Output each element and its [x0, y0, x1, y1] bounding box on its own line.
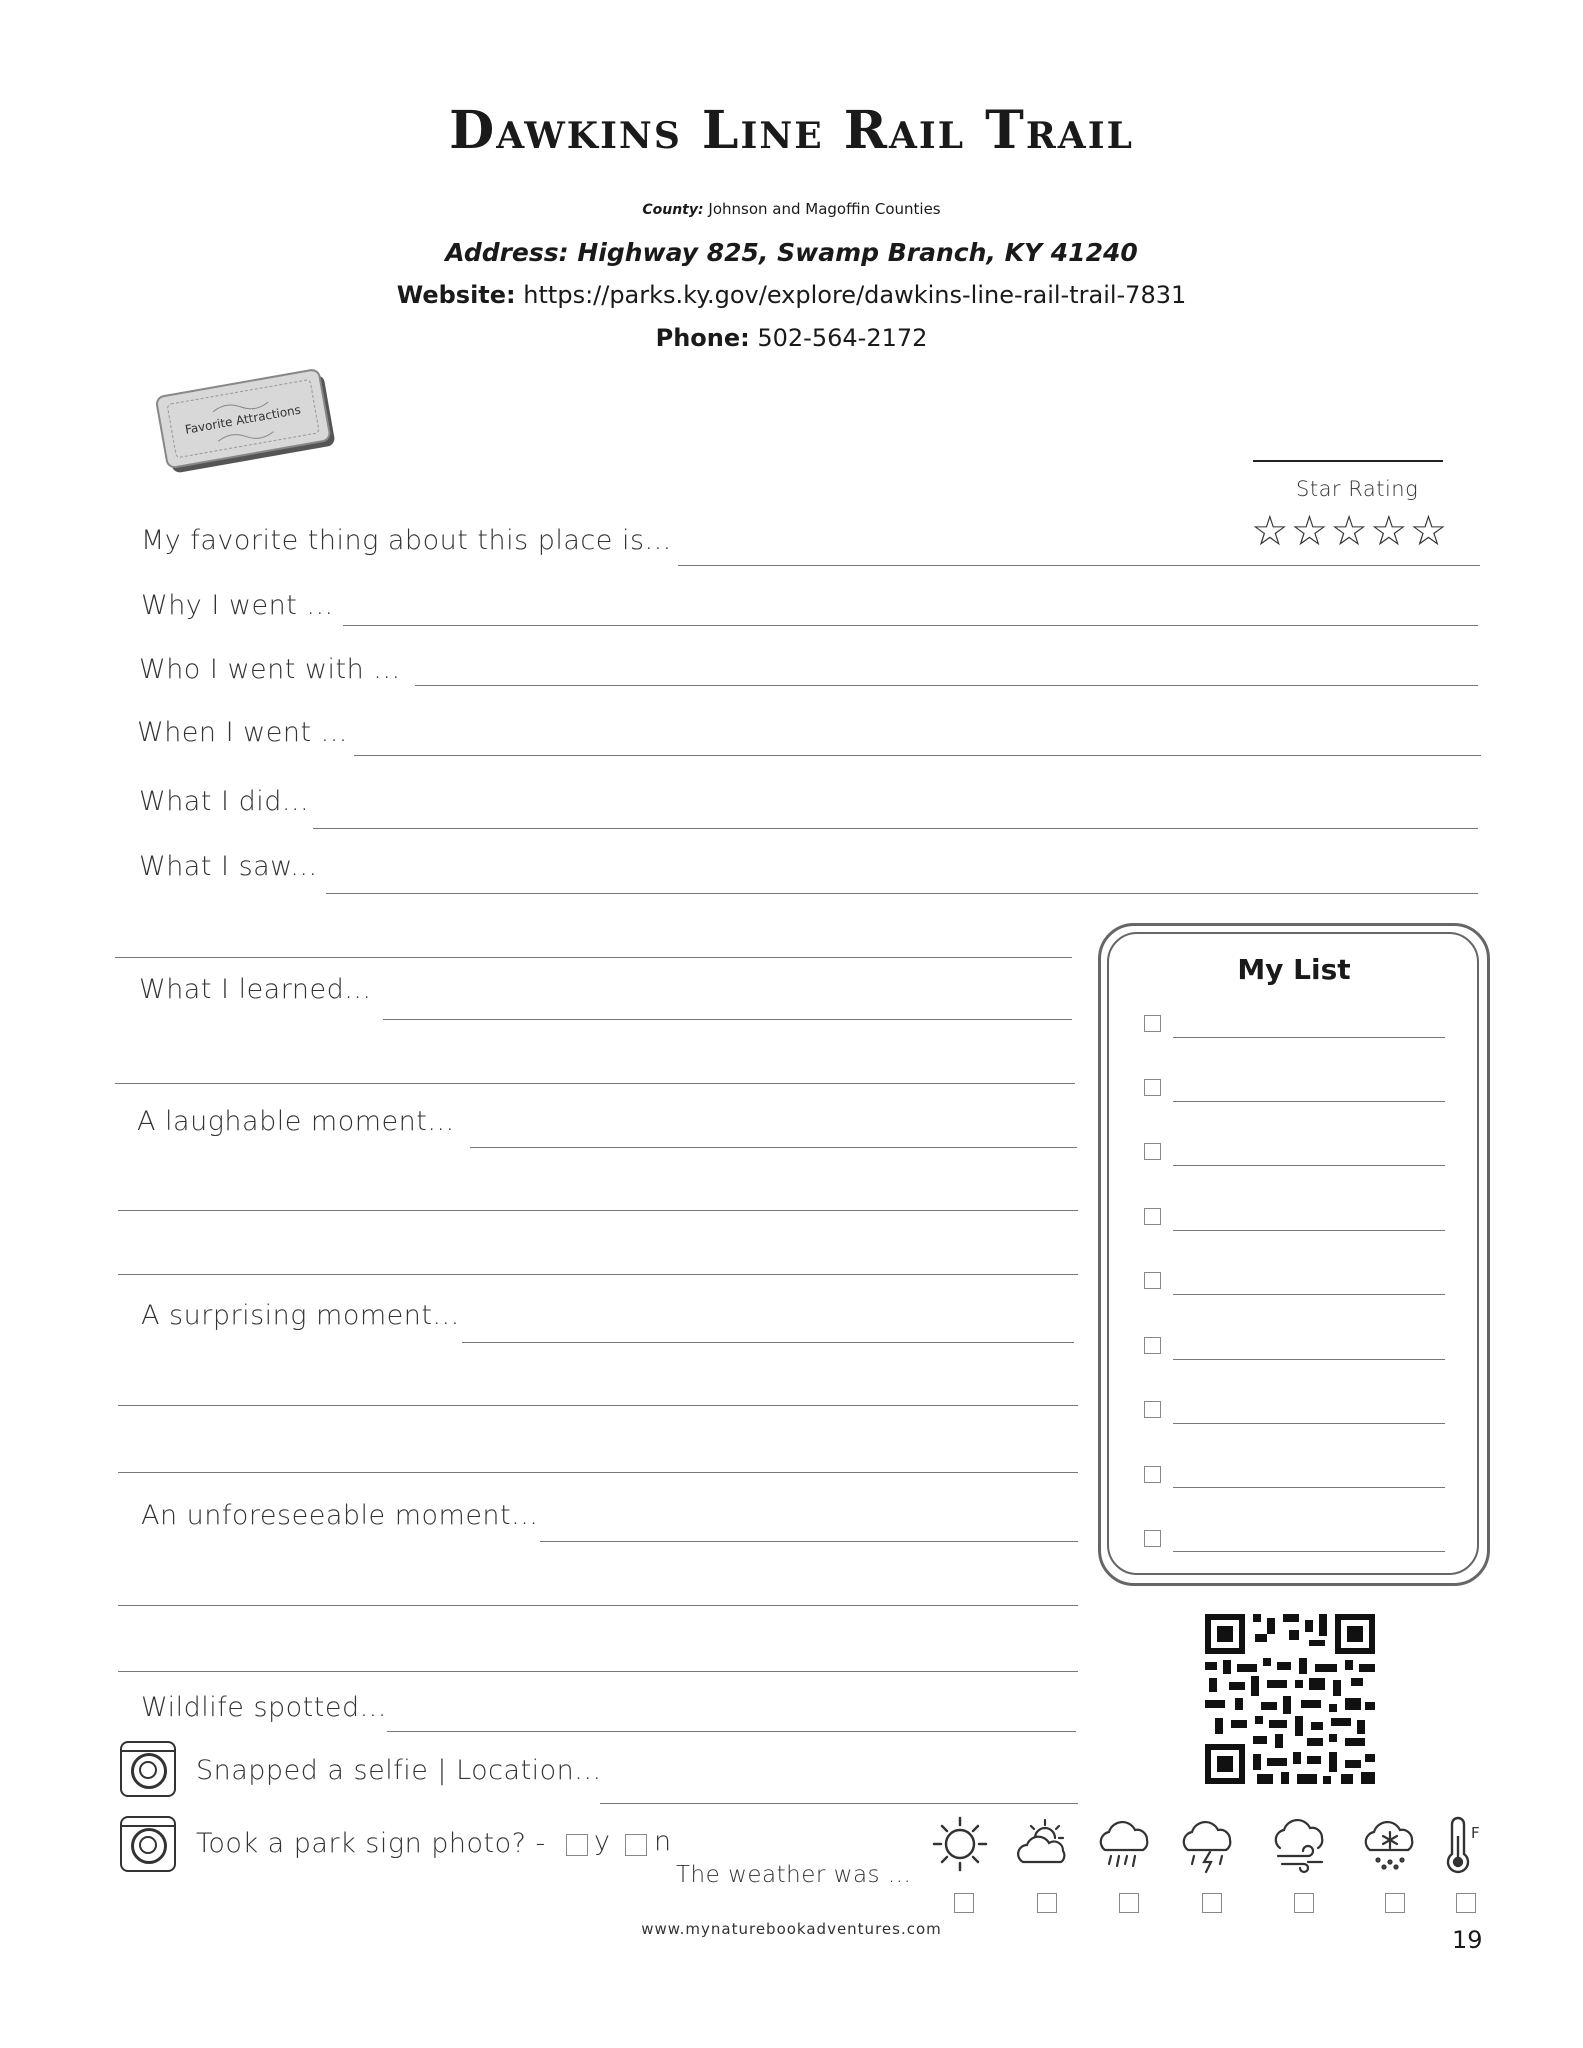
weather-snow-checkbox[interactable]: [1385, 1893, 1405, 1913]
laughable-answer-line[interactable]: [470, 1147, 1077, 1148]
prompt-surprising: A surprising moment...: [141, 1300, 460, 1331]
prompt-saw: What I saw...: [139, 851, 318, 882]
list-item-checkbox[interactable]: [1144, 1143, 1161, 1160]
list-item-checkbox[interactable]: [1144, 1466, 1161, 1483]
prompt-laughable: A laughable moment...: [137, 1106, 455, 1137]
county-line: [0, 200, 1583, 218]
prompt-sign-photo: Took a park sign photo? -: [196, 1828, 546, 1859]
star-rating-label: Star Rating: [1296, 477, 1419, 501]
phone-value: 502-564-2172: [757, 324, 928, 352]
laughable-answer-line-2[interactable]: [118, 1210, 1078, 1211]
page-title: Dawkins Line Rail Trail: [449, 100, 1134, 161]
favorite-attractions-ticket: [155, 358, 340, 483]
prompt-when: When I went ...: [137, 717, 348, 748]
selfie-location-line[interactable]: [600, 1803, 1078, 1804]
website-line: [0, 281, 1583, 309]
why-answer-line[interactable]: [343, 625, 1478, 626]
camera-icon: [120, 1741, 176, 1797]
thunderstorm-icon: [1178, 1814, 1238, 1874]
weather-sunny-checkbox[interactable]: [954, 1893, 974, 1913]
saw-answer-line[interactable]: [326, 893, 1478, 894]
surprising-answer-line[interactable]: [462, 1342, 1074, 1343]
my-list-title: My List: [1237, 953, 1351, 986]
list-item-line[interactable]: [1173, 1101, 1445, 1102]
list-item-line[interactable]: [1173, 1487, 1445, 1488]
snow-icon: [1360, 1814, 1420, 1874]
county-value: Johnson and Magoffin Counties: [708, 200, 941, 218]
prompt-favorite: My favorite thing about this place is...: [141, 525, 672, 556]
list-item-checkbox[interactable]: [1144, 1079, 1161, 1096]
prompt-learned: What I learned...: [139, 974, 372, 1005]
unforeseeable-answer-line-2[interactable]: [118, 1605, 1078, 1606]
weather-thermometer-checkbox[interactable]: [1456, 1893, 1476, 1913]
unforeseeable-answer-line-3[interactable]: [118, 1671, 1078, 1672]
county-label: County:: [642, 202, 704, 218]
sunny-icon: [930, 1814, 990, 1874]
my-list-box-inner: [1107, 932, 1479, 1575]
ticket-text: Favorite Attractions: [183, 402, 302, 437]
rain-icon: [1095, 1814, 1155, 1874]
sign-photo-yes-checkbox[interactable]: [566, 1834, 588, 1856]
no-label: n: [654, 1826, 672, 1857]
weather-partly-cloudy-checkbox[interactable]: [1037, 1893, 1057, 1913]
list-item-checkbox[interactable]: [1144, 1015, 1161, 1032]
prompt-who: Who I went with ...: [139, 654, 401, 685]
did-answer-line[interactable]: [313, 828, 1478, 829]
camera-icon: [120, 1816, 176, 1872]
surprising-answer-line-2[interactable]: [118, 1405, 1078, 1406]
rating-underline: [1253, 460, 1443, 462]
list-item-line[interactable]: [1173, 1551, 1445, 1552]
prompt-unforeseeable: An unforeseeable moment...: [141, 1500, 539, 1531]
unforeseeable-answer-line[interactable]: [540, 1541, 1078, 1542]
list-item-checkbox[interactable]: [1144, 1272, 1161, 1289]
thermometer-unit: F: [1471, 1824, 1480, 1842]
prompt-did: What I did...: [139, 786, 310, 817]
learned-answer-line-2[interactable]: [115, 1083, 1075, 1084]
list-item-line[interactable]: [1173, 1230, 1445, 1231]
list-item-checkbox[interactable]: [1144, 1208, 1161, 1225]
list-item-checkbox[interactable]: [1144, 1337, 1161, 1354]
prompt-why: Why I went ...: [141, 590, 334, 621]
weather-windy-checkbox[interactable]: [1294, 1893, 1314, 1913]
list-item-line[interactable]: [1173, 1037, 1445, 1038]
favorite-answer-line[interactable]: [678, 565, 1480, 566]
learned-answer-line[interactable]: [383, 1019, 1072, 1020]
list-item-line[interactable]: [1173, 1359, 1445, 1360]
weather-rain-checkbox[interactable]: [1119, 1893, 1139, 1913]
list-item-line[interactable]: [1173, 1294, 1445, 1295]
prompt-selfie: Snapped a selfie | Location...: [196, 1755, 602, 1786]
windy-icon: [1270, 1814, 1330, 1874]
phone-line: [0, 324, 1583, 352]
prompt-wildlife: Wildlife spotted...: [141, 1692, 387, 1723]
list-item-checkbox[interactable]: [1144, 1530, 1161, 1547]
page-number: 19: [1452, 1926, 1483, 1954]
star-rating[interactable]: ☆☆☆☆☆: [1251, 506, 1450, 555]
sign-photo-no-checkbox[interactable]: [625, 1834, 647, 1856]
website-label: Website:: [396, 281, 516, 309]
wildlife-answer-line[interactable]: [387, 1731, 1076, 1732]
who-answer-line[interactable]: [415, 685, 1478, 686]
address: Address: Highway 825, Swamp Branch, KY 41240: [445, 238, 1138, 267]
list-item-line[interactable]: [1173, 1423, 1445, 1424]
when-answer-line[interactable]: [354, 755, 1481, 756]
thermometer-icon: [1442, 1814, 1490, 1878]
phone-label: Phone:: [655, 324, 750, 352]
list-item-checkbox[interactable]: [1144, 1401, 1161, 1418]
saw-answer-line-2[interactable]: [115, 957, 1072, 958]
list-item-line[interactable]: [1173, 1165, 1445, 1166]
qr-code[interactable]: [1205, 1614, 1375, 1784]
footer-url[interactable]: www.mynaturebookadventures.com: [641, 1920, 942, 1938]
website-link[interactable]: https://parks.ky.gov/explore/dawkins-line-rail-trail-7831: [523, 281, 1187, 309]
yes-label: y: [594, 1826, 611, 1857]
weather-thunderstorm-checkbox[interactable]: [1202, 1893, 1222, 1913]
surprising-answer-line-3[interactable]: [118, 1472, 1078, 1473]
partly-cloudy-icon: [1013, 1814, 1073, 1874]
prompt-weather: The weather was ...: [676, 1862, 912, 1888]
laughable-answer-line-3[interactable]: [118, 1274, 1078, 1275]
